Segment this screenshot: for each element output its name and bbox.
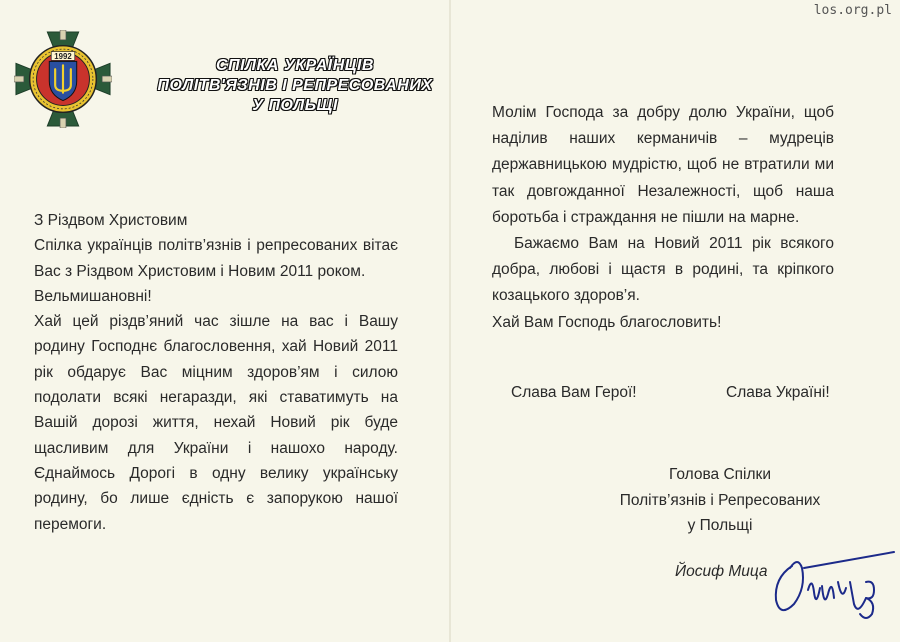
signer-name: Йосиф Мица [675,563,768,580]
organization-emblem [14,30,112,128]
signer-title-line-1: Голова Спілки [669,466,771,483]
title-line-2: ПОЛІТВ'ЯЗНІВ І РЕПРЕСОВАНИХ [157,77,433,94]
wishes-paragraph: Бажаємо Вам на Новий 2011 рік всякого добра, любові і щастя в родині, та кріпкого козацького здоров’я. [492,235,834,305]
salutation: Вельмишановні! [34,287,152,305]
signer-title-line-3: у Польщі [687,517,753,534]
signer-title-line-2: Політв’язнів і Репресованих [619,491,821,509]
emblem-year: 1992 [54,51,72,61]
intro-paragraph: Спілка українців політв’язнів і репресованих вітає Вас з Різдвом Христовим і Новим 2011 роком. [34,237,398,280]
slogan-heroes: Слава Вам Герої! [511,384,637,401]
body-paragraph: Хай цей різдв’яний час зішле на вас і Вашу родину Господнє благословення, хай Новий 2011 рік обдарує Вас міцним здоров’ям і силою подолати всякі негаразди, які ставатимуть на Вашій дорозі життя, нехай Новий рік буде щасливим для України і нашохо народу. Єднаймось Дорогі в одну велику українську родину, бо лише єдність є запорукою нашої перемоги. [34,313,398,533]
letter-right-column [492,100,834,336]
organization-title [130,56,460,116]
greeting: З Різдвом Христовим [34,212,188,229]
title-line-1: СПІЛКА УКРАЇНЦІВ [216,57,374,74]
blessing-line: Хай Вам Господь благословить! [492,313,722,331]
letter-left-column [34,208,398,537]
signature-title-block [600,462,840,539]
watermark: los.org.pl [813,3,892,18]
title-line-3: У ПОЛЬЩІ [252,97,338,114]
prayer-paragraph: Молім Господа за добру долю України, щоб наділив наших керманичів – мудреців державницькою мудрістю, щоб не втратили ми так довгожданної Незалежності, щоб наша боротьба і страждання не пішли на марне. [492,104,834,226]
handwritten-signature [762,538,897,628]
slogan-ukraine: Слава Україні! [726,384,830,401]
